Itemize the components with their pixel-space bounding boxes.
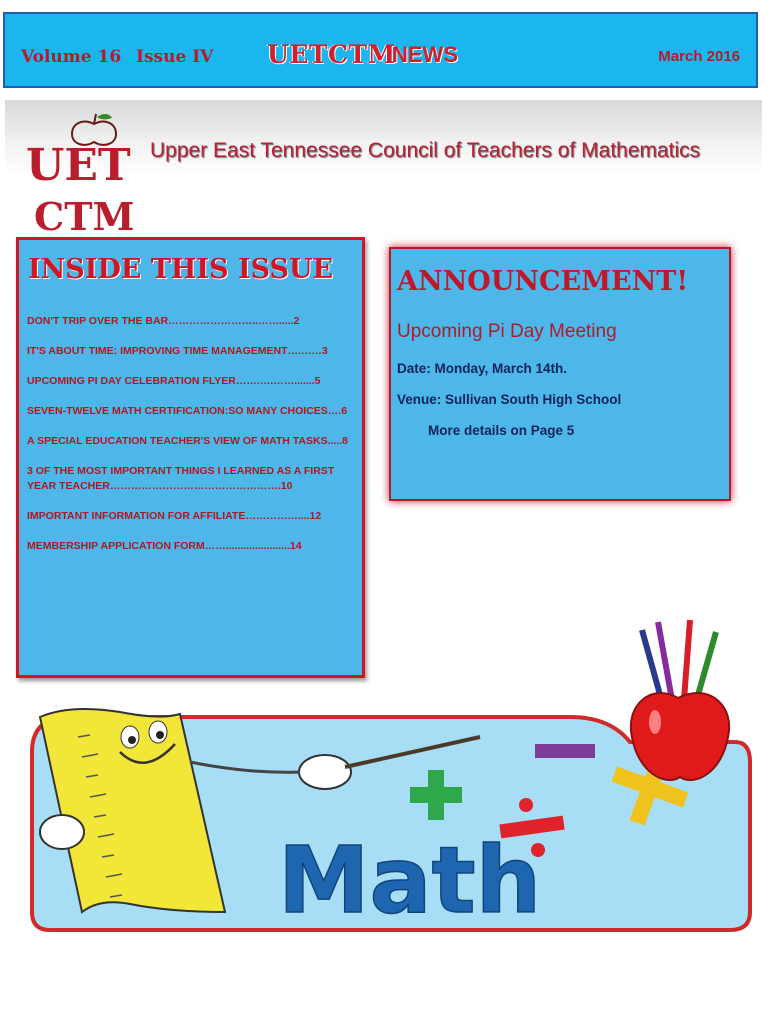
apple-icon	[631, 693, 729, 780]
toc-item[interactable]: SEVEN-TWELVE MATH CERTIFICATION:SO MANY CHOICES….6	[27, 405, 348, 417]
announcement-box	[389, 247, 731, 501]
math-clipart	[10, 612, 760, 942]
announcement-date: Date: Monday, March 14th.	[397, 361, 568, 376]
brand-news: NEWS	[392, 42, 458, 67]
toc-item[interactable]: 3 OF THE MOST IMPORTANT THINGS I LEARNED AS A FIRST YEAR TEACHER………………………………………….10	[27, 465, 335, 492]
table-of-contents	[27, 314, 357, 569]
toc-item[interactable]: A SPECIAL EDUCATION TEACHER'S VIEW OF MATH TASKS.....8	[27, 435, 349, 447]
toc-item[interactable]: DON'T TRIP OVER THE BAR……………………..…….....2	[27, 315, 300, 327]
announcement-subtitle: Upcoming Pi Day Meeting	[397, 321, 617, 342]
issue-label: Issue IV	[136, 47, 214, 67]
announcement-title: ANNOUNCEMENT!	[397, 266, 689, 297]
toc-item[interactable]: IMPORTANT INFORMATION FOR AFFILIATE……………....12	[27, 510, 322, 522]
glove-icon	[299, 755, 351, 789]
logo-text-bottom: CTM	[34, 194, 135, 237]
logo-text-top: UET	[26, 140, 131, 191]
announcement-venue: Venue: Sullivan South High School	[397, 392, 622, 407]
volume-label: Volume 16	[21, 47, 122, 67]
minus-icon	[535, 744, 595, 758]
announcement-more-details: More details on Page 5	[428, 423, 575, 438]
math-word: Math	[278, 827, 542, 934]
inside-title: INSIDE THIS ISSUE	[28, 254, 334, 285]
toc-item[interactable]: IT'S ABOUT TIME: IMPROVING TIME MANAGEMENT….……3	[27, 345, 328, 357]
newsletter-header	[3, 12, 758, 88]
council-name: Upper East Tennessee Council of Teachers of Mathematics	[150, 139, 701, 162]
brand-title: UETCTM	[267, 40, 396, 69]
toc-item[interactable]: MEMBERSHIP APPLICATION FORM……......................14	[27, 540, 302, 552]
issue-date: March 2016	[658, 48, 740, 65]
uetctm-logo	[24, 112, 152, 237]
toc-item[interactable]: UPCOMING PI DAY CELEBRATION FLYER…….….…….......5	[27, 375, 321, 387]
